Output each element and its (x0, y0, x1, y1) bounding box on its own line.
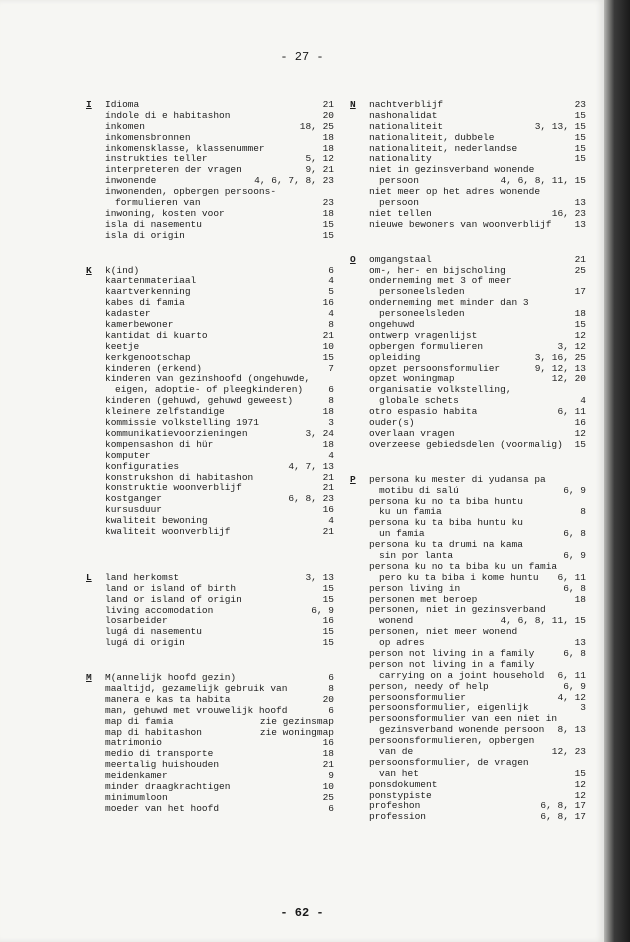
index-page-refs: 6, 8 (563, 647, 586, 659)
index-entry (350, 133, 586, 144)
index-page-refs: 3 (328, 417, 334, 429)
index-term: isla di nasementu (105, 218, 202, 230)
index-term: nationaliteit, dubbele (369, 131, 495, 143)
index-page-refs: 21 (574, 253, 586, 265)
index-entry (86, 231, 334, 242)
index-page-refs: 15 (322, 351, 334, 363)
index-column-right (350, 100, 586, 823)
index-page-refs: 12 (574, 329, 586, 341)
index-term: personen met beroep (369, 593, 478, 605)
index-page-refs: 6, 8 (563, 528, 586, 540)
index-term: kabes di famia (105, 297, 185, 309)
index-page-refs: 9 (328, 770, 334, 782)
index-entry (86, 717, 334, 728)
index-page-refs: 15 (322, 229, 334, 241)
index-page-refs: 8 (328, 395, 334, 407)
index-term: lugá di nasementu (105, 626, 202, 638)
index-term: organisatie volkstelling, (369, 384, 512, 396)
page-footer-number: - 62 - (280, 906, 324, 920)
index-term: kommissie volkstelling 1971 (105, 417, 259, 429)
index-entry (350, 671, 586, 682)
index-page-refs: 6, 8, 17 (540, 800, 586, 812)
index-page-refs: 5 (328, 286, 334, 298)
index-term: meertalig huishouden (105, 759, 220, 771)
index-page-refs: 15 (322, 637, 334, 649)
index-term: kwaliteit woonverblijf (105, 525, 231, 537)
index-term: sin por lanta (379, 549, 454, 561)
index-page-refs: 15 (322, 218, 334, 230)
index-page-refs: 16, 23 (551, 207, 586, 219)
index-page-refs: 21 (322, 329, 334, 341)
index-term: kostganger (105, 493, 163, 505)
index-page-refs: 15 (574, 438, 586, 450)
index-term: kleinere zelfstandige (105, 406, 225, 418)
index-page-refs: 4 (328, 308, 334, 320)
index-term: ongehuwd (369, 319, 415, 331)
index-page-refs: 12 (574, 789, 586, 801)
index-term: moeder van het hoofd (105, 802, 220, 814)
index-term: ponsdokument (369, 778, 438, 790)
index-term: persoonsformulier, eigenlijk (369, 702, 529, 714)
index-term: persona ku ta drumi na kama (369, 539, 523, 551)
index-term: land herkomst (105, 571, 180, 583)
index-page-refs: 18 (322, 748, 334, 760)
index-term: maaltijd, gezamelijk gebruik van (105, 682, 288, 694)
index-page-refs: 6, 11 (557, 571, 586, 583)
index-page-refs: 10 (322, 780, 334, 792)
index-page-refs: 17 (574, 286, 586, 298)
index-page-refs: 20 (322, 109, 334, 121)
index-page-refs: 6, 8 (563, 582, 586, 594)
section-letter: I (86, 99, 92, 110)
book-spine-edge (604, 0, 630, 942)
index-entry (86, 706, 334, 717)
index-page-refs: 15 (574, 109, 586, 121)
index-page-refs: 3, 24 (305, 427, 334, 439)
section-letter: N (350, 99, 356, 110)
index-term: onderneming met 3 of meer (369, 275, 512, 287)
index-page-refs: 9, 21 (305, 164, 334, 176)
index-page-refs: 18 (322, 207, 334, 219)
index-page-refs: 4 (580, 395, 586, 407)
index-term: person, needy of help (369, 680, 489, 692)
index-page-refs: 4, 6, 7, 8, 23 (254, 175, 334, 187)
index-term: inwonenden, opbergen persoons- (105, 186, 277, 198)
index-term: kompensashon di hür (105, 438, 214, 450)
index-page-refs: 18 (322, 131, 334, 143)
index-page-refs: 7 (328, 362, 334, 374)
index-page-refs: 6 (328, 802, 334, 814)
section-letter: P (350, 473, 356, 485)
index-term: k(ind) (105, 264, 140, 276)
index-page-refs: 21 (322, 759, 334, 771)
index-term: ku un famia (379, 506, 442, 518)
index-term: inkomensklasse, klassenummer (105, 142, 265, 154)
index-page-refs: 16 (322, 615, 334, 627)
index-page-refs: 23 (574, 99, 586, 110)
index-entry (350, 255, 586, 266)
index-page-refs: 3, 13, 15 (534, 120, 586, 132)
index-page-refs: 6, 11 (557, 669, 586, 681)
index-page-refs: 18 (574, 593, 586, 605)
index-page-refs: 6, 9 (311, 604, 334, 616)
index-page-refs: 15 (574, 131, 586, 143)
index-term: person living in (369, 582, 461, 594)
index-section-l (86, 573, 334, 649)
index-page-refs: 6, 9 (563, 680, 586, 692)
index-term: personeelsleden (379, 286, 465, 298)
index-term: nashonalidat (369, 109, 438, 121)
index-page-refs: 16 (322, 297, 334, 309)
index-term: formulieren van (115, 197, 201, 209)
index-page-refs: 10 (322, 340, 334, 352)
index-page-refs: 21 (322, 482, 334, 494)
index-page-refs: 13 (574, 637, 586, 649)
index-term: onderneming met minder dan 3 (369, 297, 529, 309)
index-term: niet in gezinsverband wonende (369, 164, 535, 176)
index-term: profeshon (369, 800, 421, 812)
index-page-refs: zie woningmap (259, 726, 334, 738)
index-term: globale schets (379, 395, 459, 407)
index-section-i (86, 100, 334, 242)
index-page-refs: 4, 6, 8, 11, 15 (500, 615, 586, 627)
index-term: inwonende (105, 175, 157, 187)
index-entry (350, 475, 586, 486)
index-term: nationaliteit (369, 120, 444, 132)
index-section-o (350, 255, 586, 451)
index-term: opzet woningmap (369, 373, 455, 385)
index-term: kinderen (gehuwd, gehuwd geweest) (105, 395, 294, 407)
index-page-refs: 4, 12 (557, 691, 586, 703)
section-letter: O (350, 253, 356, 265)
index-term: ontwerp vragenlijst (369, 329, 478, 341)
index-page-refs: 4 (328, 449, 334, 461)
index-page-refs: 25 (574, 264, 586, 276)
index-term: M(annelijk hoofd gezin) (105, 672, 237, 684)
index-term: kaartenmateriaal (105, 275, 197, 287)
index-term: kursusduur (105, 504, 163, 516)
index-term: instrukties teller (105, 153, 208, 165)
index-term: persoonsformulier van een niet in (369, 713, 558, 725)
index-entry (350, 353, 586, 364)
index-term: persona ku no ta biba ku un famia (369, 560, 558, 572)
index-term: inwoning, kosten voor (105, 207, 225, 219)
index-page-refs: 15 (574, 767, 586, 779)
index-term: person not living in a family (369, 647, 535, 659)
index-page-refs: 6 (328, 704, 334, 716)
index-entry (86, 353, 334, 364)
index-page-refs: 9, 12, 13 (534, 362, 586, 374)
index-term: omgangstaal (369, 253, 432, 265)
index-term: kaartverkenning (105, 286, 191, 298)
index-section-k (86, 266, 334, 538)
index-term: profession (369, 811, 427, 823)
index-entry (86, 527, 334, 538)
index-page-refs: 6, 9 (563, 549, 586, 561)
index-page-refs: 16 (322, 737, 334, 749)
index-page-refs: 18 (322, 438, 334, 450)
index-entry (350, 486, 586, 497)
index-page-refs: 21 (322, 525, 334, 537)
index-page-refs: 6, 9 (563, 484, 586, 496)
index-page-refs: 12 (574, 427, 586, 439)
index-page-refs: 15 (322, 582, 334, 594)
index-term: keetje (105, 340, 140, 352)
index-page-refs: 6 (328, 264, 334, 276)
index-term: ponstypiste (369, 789, 432, 801)
index-page-refs: 15 (574, 142, 586, 154)
index-term: persoonsformulier (369, 691, 466, 703)
index-term: man, gehuwd met vrouwelijk hoofd (105, 704, 288, 716)
index-term: persona ku mester di yudansa pa (369, 473, 546, 485)
index-page-refs: 3, 16, 25 (534, 351, 586, 363)
index-term: isla di origin (105, 229, 185, 241)
index-term: op adres (379, 637, 425, 649)
index-page-refs: 13 (574, 218, 586, 230)
index-page-refs: 6, 8, 17 (540, 811, 586, 823)
index-term: kadaster (105, 308, 151, 320)
index-page-refs: 12 (574, 778, 586, 790)
index-term: índole di e habitashon (105, 109, 231, 121)
index-entry (350, 440, 586, 451)
index-page-refs: 8, 13 (557, 724, 586, 736)
index-term: kamerbewoner (105, 319, 174, 331)
index-page-refs: 15 (322, 593, 334, 605)
index-term: nachtverblijf (369, 99, 444, 110)
index-entry (350, 812, 586, 823)
index-term: un famia (379, 528, 425, 540)
index-page-refs: 16 (322, 504, 334, 516)
index-section-p (350, 475, 586, 824)
index-term: pero ku ta biba i kome huntu (379, 571, 539, 583)
index-entry (86, 584, 334, 595)
index-term: konfiguraties (105, 460, 180, 472)
index-term: personen, niet in gezinsverband (369, 604, 546, 616)
index-term: nieuwe bewoners van woonverblijf (369, 218, 552, 230)
index-page-refs: 3, 12 (557, 340, 586, 352)
index-entry (86, 595, 334, 606)
index-entry (86, 804, 334, 815)
index-term: land or island of birth (105, 582, 237, 594)
index-page-refs: 8 (580, 506, 586, 518)
index-term: opbergen formulieren (369, 340, 484, 352)
index-page-refs: 18 (322, 142, 334, 154)
index-term: lugá di origin (105, 637, 185, 649)
index-page-refs: 3 (580, 702, 586, 714)
index-page-refs: 6, 8, 23 (288, 493, 334, 505)
index-term: nationality (369, 153, 432, 165)
index-page-refs: 4, 7, 13 (288, 460, 334, 472)
index-entry (86, 462, 334, 473)
index-page-refs: 8 (328, 319, 334, 331)
index-term: persona ku no ta biba huntu (369, 495, 523, 507)
index-entry (350, 220, 586, 231)
index-term: persoon (379, 197, 419, 209)
index-page-refs: 12, 20 (551, 373, 586, 385)
index-term: carrying on a joint household (379, 669, 545, 681)
index-term: land or island of origin (105, 593, 242, 605)
index-entry (350, 682, 586, 693)
index-term: minimumloon (105, 791, 168, 803)
index-term: manera e kas ta habita (105, 693, 231, 705)
index-term: minder draagkrachtigen (105, 780, 231, 792)
index-term: overzeese gebiedsdelen (voormalig) (369, 438, 563, 450)
index-page-refs: 12, 23 (551, 745, 586, 757)
index-term: personen, niet meer wonend (369, 626, 518, 638)
index-term: nationaliteit, nederlandse (369, 142, 518, 154)
index-page-refs: 15 (322, 626, 334, 638)
page-header-number: - 27 - (280, 50, 324, 64)
index-page-refs: 4 (328, 515, 334, 527)
index-term: meidenkamer (105, 770, 168, 782)
index-page-refs: 20 (322, 693, 334, 705)
index-term: kinderen (erkend) (105, 362, 202, 374)
index-page-refs: 18 (322, 406, 334, 418)
index-page-refs: 18 (574, 308, 586, 320)
index-term: kommunikatievoorzieningen (105, 427, 248, 439)
index-term: otro espasio habita (369, 406, 478, 418)
section-letter: M (86, 672, 92, 684)
index-term: persoon (379, 175, 419, 187)
index-term: person not living in a family (369, 658, 535, 670)
index-term: konstrukshon di habitashon (105, 471, 254, 483)
index-term: personeelsleden (379, 308, 465, 320)
index-term: matrimonio (105, 737, 163, 749)
index-page-refs: 5, 12 (305, 153, 334, 165)
index-term: persoonsformulier, de vragen (369, 756, 529, 768)
index-term: kerkgenootschap (105, 351, 191, 363)
index-page-refs: 4 (328, 275, 334, 287)
index-page-refs: 21 (322, 471, 334, 483)
section-letter: L (86, 571, 92, 583)
index-term: losarbeider (105, 615, 168, 627)
index-term: persona ku ta biba huntu ku (369, 517, 523, 529)
index-term: van de (379, 745, 414, 757)
index-term: komputer (105, 449, 151, 461)
index-term: opleiding (369, 351, 421, 363)
index-entry (86, 133, 334, 144)
index-term: interpreteren der vragen (105, 164, 242, 176)
index-term: om-, her- en bijscholing (369, 264, 506, 276)
index-term: kantidat di kuarto (105, 329, 208, 341)
index-term: konstruktie woonverblijf (105, 482, 242, 494)
index-term: motibu di salú (379, 484, 459, 496)
index-page-refs: 8 (328, 682, 334, 694)
index-section-n (350, 100, 586, 231)
index-page-refs: zie gezinsmap (259, 715, 334, 727)
index-term: Idioma (105, 99, 140, 110)
index-term: inkomen (105, 120, 145, 132)
index-term: kwaliteit bewoning (105, 515, 208, 527)
index-section-m (86, 673, 334, 815)
index-term: inkomensbronnen (105, 131, 191, 143)
index-page-refs: 23 (322, 197, 334, 209)
index-term: living accomodation (105, 604, 214, 616)
index-page-refs: 25 (322, 791, 334, 803)
index-page-refs: 6, 11 (557, 406, 586, 418)
index-page-refs: 4, 6, 8, 11, 15 (500, 175, 586, 187)
index-term: gezinsverband wonende persoon (379, 724, 545, 736)
index-page-refs: 6 (328, 672, 334, 684)
index-page-refs: 15 (574, 319, 586, 331)
index-term: ouder(s) (369, 417, 415, 429)
index-term: kinderen van gezinshoofd (ongehuwde, (105, 373, 311, 385)
index-page-refs: 21 (322, 99, 334, 110)
index-page-refs: 6 (328, 384, 334, 396)
index-term: eigen, adoptie- of pleegkinderen) (115, 384, 304, 396)
index-page-refs: 16 (574, 417, 586, 429)
index-term: medio di transporte (105, 748, 214, 760)
index-term: map di habitashon (105, 726, 202, 738)
index-entry (86, 451, 334, 462)
index-page-refs: 15 (574, 153, 586, 165)
section-letter: K (86, 264, 92, 276)
index-column-left (86, 100, 334, 815)
index-term: niet meer op het adres wonende (369, 186, 541, 198)
index-term: opzet persoonsformulier (369, 362, 501, 374)
index-term: overlaan vragen (369, 427, 455, 439)
index-term: wonend (379, 615, 414, 627)
index-page-refs: 3, 13 (305, 571, 334, 583)
index-term: niet tellen (369, 207, 432, 219)
index-term: persoonsformulieren, opbergen (369, 735, 535, 747)
index-entry (350, 584, 586, 595)
index-entry (350, 573, 586, 584)
index-entry (86, 638, 334, 649)
index-term: map di famia (105, 715, 174, 727)
index-entry (350, 780, 586, 791)
index-term: van het (379, 767, 419, 779)
index-page-refs: 18, 25 (299, 120, 334, 132)
index-page-refs: 13 (574, 197, 586, 209)
